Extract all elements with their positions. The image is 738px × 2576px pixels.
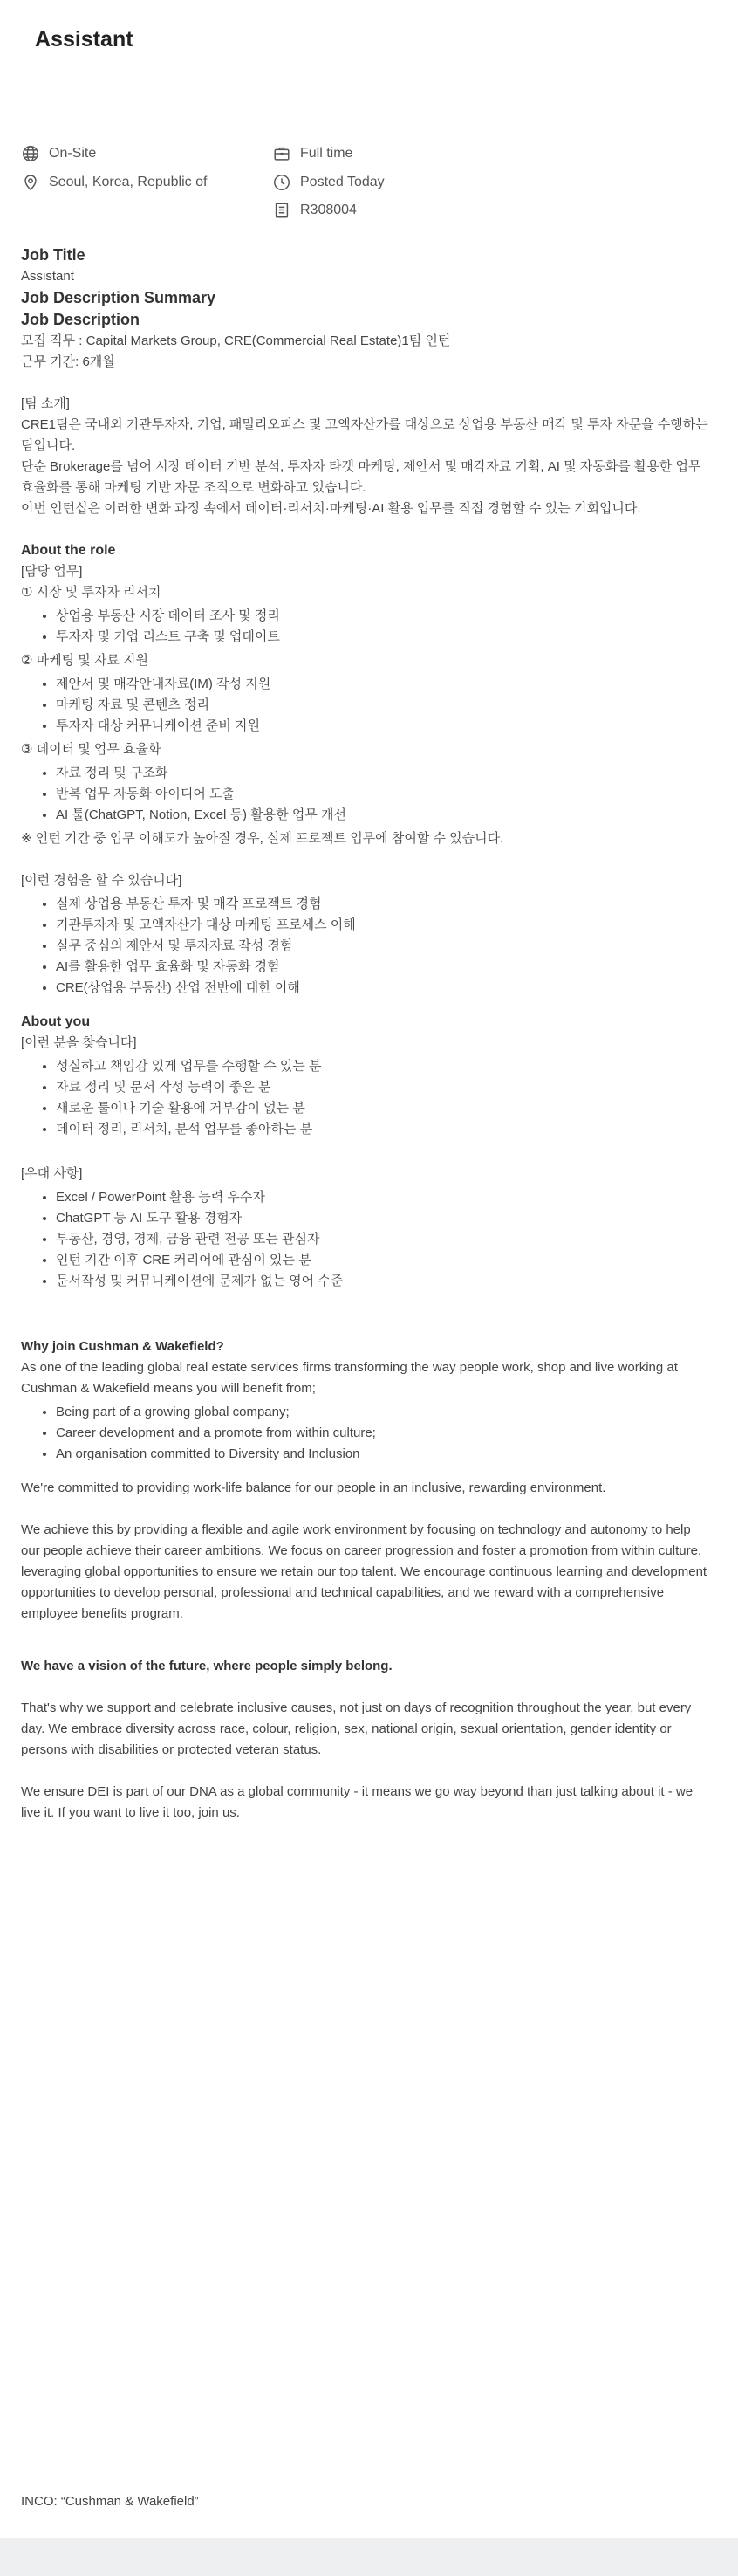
duty-heading: ③ 데이터 및 업무 효율화 [21, 742, 161, 757]
meta-location-text: Seoul, Korea, Republic of [49, 175, 208, 189]
spacer [21, 519, 710, 540]
duty-list [21, 606, 710, 648]
job-header [0, 0, 738, 113]
about-role-heading: About the role [21, 543, 116, 558]
list-item: • 인턴 기간 이후 CRE 커리어에 관심이 있는 분 [56, 1250, 710, 1271]
list-item: • 제안서 및 매각안내자료(IM) 작성 지원 [56, 674, 710, 695]
list-item: • 실무 중심의 제안서 및 투자자료 작성 경험 [56, 936, 710, 957]
job-title: Assistant [35, 27, 133, 52]
preferred-list [21, 1187, 710, 1292]
spacer [21, 1499, 710, 1520]
achieve-paragraph: We achieve this by providing a flexible and agile work environment by focusing on technology and autonomy to help our people achieve their career ambitions. We focus on career progression and foster a promotion from within culture, leveraging global opportunities to ensure we retain our top talent. We encourage continuous learning and development opportunities to develop personal, professional and technical capabilities, and we reward with a comprehensive employee benefits program. [21, 1522, 707, 1621]
experience-heading: [이런 경험을 할 수 있습니다] [21, 873, 182, 888]
meta-location [21, 173, 207, 192]
spacer [21, 1761, 710, 1782]
why-heading: Why join Cushman & Wakefield? [21, 1339, 224, 1354]
list-item: • 데이터 정리, 리서치, 분석 업무를 좋아하는 분 [56, 1119, 710, 1140]
spacer [21, 1677, 710, 1698]
why-paragraph: As one of the leading global real estate services firms transforming the way people work, shop and live working at Cushman & Wakefield means you will benefit from; [21, 1360, 678, 1396]
team-paragraph: CRE1팀은 국내외 기관투자자, 기업, 패밀리오피스 및 고액자산가를 대상으로 상업용 부동산 매각 및 투자 자문을 수행하는 팀입니다. [21, 417, 708, 453]
duty-heading: ② 마케팅 및 자료 지원 [21, 653, 149, 668]
list-item: • ChatGPT 등 AI 도구 활용 경험자 [56, 1208, 710, 1229]
list-item: • Career development and a promote from within culture; [56, 1423, 710, 1444]
meta-employment-type-text: Full time [300, 146, 353, 161]
seeking-list [21, 1056, 710, 1140]
list-item: • 상업용 부동산 시장 데이터 조사 및 정리 [56, 606, 710, 627]
meta-posted [272, 173, 385, 192]
team-heading: [팀 소개] [21, 396, 70, 411]
list-item: • 기관투자자 및 고액자산가 대상 마케팅 프로세스 이해 [56, 915, 710, 936]
duty-note: ※ 인턴 기간 중 업무 이해도가 높아질 경우, 실제 프로젝트 업무에 참여할 수 있습니다. [21, 831, 504, 846]
list-item: • CRE(상업용 부동산) 산업 전반에 대한 이해 [56, 978, 710, 999]
summary-heading: Job Description Summary [21, 289, 216, 306]
list-item: • 성실하고 책임감 있게 업무를 수행할 수 있는 분 [56, 1056, 710, 1077]
role-line: 모집 직무 : Capital Markets Group, CRE(Commercial Real Estate)1팀 인턴 [21, 333, 451, 348]
meta-requisition-id-text: R308004 [300, 203, 357, 217]
list-item: • 반복 업무 자동화 아이디어 도출 [56, 784, 710, 805]
why-list [21, 1402, 710, 1465]
support-paragraph: That's why we support and celebrate inclusive causes, not just on days of recognition throughout the year, but every day. We embrace diversity across race, colour, religion, sex, national origin, sexual orientation, gender identity or persons with disabilities or protected veteran status. [21, 1700, 692, 1757]
spacer [21, 1625, 710, 1645]
team-paragraph: 이번 인턴십은 이러한 변화 과정 속에서 데이터·리서치·마케팅·AI 활용 업무를 직접 경험할 수 있는 기회입니다. [21, 501, 641, 516]
list-item: • AI를 활용한 업무 효율화 및 자동화 경험 [56, 957, 710, 978]
globe-icon [21, 144, 40, 163]
job-title-value: Assistant [21, 269, 74, 284]
spacer [21, 1315, 710, 1336]
list-item: • 실제 상업용 부동산 투자 및 매각 프로젝트 경험 [56, 894, 710, 915]
briefcase-icon [272, 144, 291, 163]
spacer [21, 1467, 710, 1478]
dei-paragraph: We ensure DEI is part of our DNA as a global community - it means we go way beyond than just talking about it - we live it. If you want to live it too, join us. [21, 1784, 694, 1820]
list-item: • 투자자 및 기업 리스트 구축 및 업데이트 [56, 627, 710, 648]
job-meta [21, 140, 719, 227]
duties-heading: [담당 업무] [21, 564, 83, 579]
list-item: • 투자자 대상 커뮤니케이션 준비 지원 [56, 716, 710, 737]
duty-list [21, 763, 710, 826]
meta-location-type [21, 144, 96, 163]
description-heading: Job Description [21, 311, 140, 328]
team-paragraph: 단순 Brokerage를 넘어 시장 데이터 기반 분석, 투자자 타겟 마케팅, 제안서 및 매각자료 기획, AI 및 자동화를 활용한 업무 효율화를 통해 마케팅 기반 자문 조직으로 변화하고 있습니다. [21, 459, 701, 495]
experience-list [21, 894, 710, 999]
spacer [21, 373, 710, 394]
list-item: • AI 툴(ChatGPT, Notion, Excel 등) 활용한 업무 개선 [56, 805, 710, 826]
list-item: • 자료 정리 및 문서 작성 능력이 좋은 분 [56, 1077, 710, 1098]
spacer [21, 1645, 710, 1656]
list-item: • 부동산, 경영, 경제, 금융 관련 전공 또는 관심자 [56, 1229, 710, 1250]
spacer [21, 1001, 710, 1012]
duty-list [21, 674, 710, 737]
list-item: • Being part of a growing global company; [56, 1402, 710, 1423]
list-item: • Excel / PowerPoint 활용 능력 우수자 [56, 1187, 710, 1208]
preferred-heading: [우대 사항] [21, 1166, 83, 1181]
period-line: 근무 기간: 6개월 [21, 354, 115, 369]
clock-icon [272, 173, 291, 192]
balance-paragraph: We're committed to providing work-life balance for our people in an inclusive, rewarding environment. [21, 1480, 606, 1495]
job-description [21, 244, 710, 1824]
about-you-heading: About you [21, 1014, 91, 1029]
list-item: • 새로운 툴이나 기술 활용에 거부감이 없는 분 [56, 1098, 710, 1119]
document-icon [272, 201, 291, 220]
list-item: • An organisation committed to Diversity and Inclusion [56, 1444, 710, 1465]
list-item: • 문서작성 및 커뮤니케이션에 문제가 없는 영어 수준 [56, 1271, 710, 1292]
meta-posted-text: Posted Today [300, 175, 385, 189]
inco-footer: INCO: “Cushman & Wakefield” [21, 2494, 199, 2509]
spacer [21, 1295, 710, 1315]
seeking-heading: [이런 분을 찾습니다] [21, 1035, 137, 1050]
duty-heading: ① 시장 및 투자자 리서치 [21, 585, 161, 600]
list-item: • 자료 정리 및 구조화 [56, 763, 710, 784]
meta-location-type-text: On-Site [49, 146, 97, 161]
meta-employment-type [272, 144, 352, 163]
vision-heading: We have a vision of the future, where people simply belong. [21, 1659, 393, 1673]
spacer [21, 849, 710, 870]
list-item: • 마케팅 자료 및 콘텐츠 정리 [56, 695, 710, 716]
job-title-heading: Job Title [21, 246, 85, 264]
map-pin-icon [21, 173, 40, 192]
spacer [21, 1143, 710, 1164]
meta-requisition-id [272, 201, 357, 220]
